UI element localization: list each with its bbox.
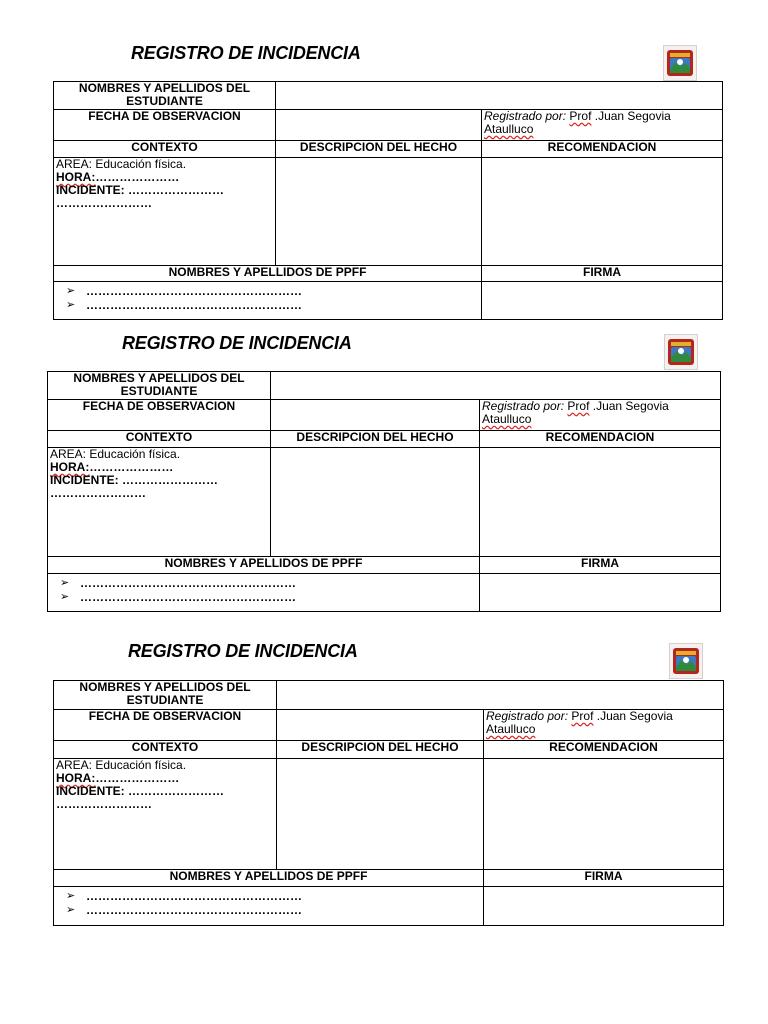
observation-date-label: FECHA DE OBSERVACION: [48, 400, 271, 431]
context-header: CONTEXTO: [54, 741, 277, 759]
student-name-field[interactable]: [271, 372, 721, 400]
description-field[interactable]: [271, 448, 480, 557]
student-name-field[interactable]: [276, 82, 723, 110]
signature-header: FIRMA: [484, 870, 724, 887]
observation-date-label: FECHA DE OBSERVACION: [54, 110, 276, 141]
recommendation-header: RECOMENDACION: [484, 741, 724, 759]
signature-field[interactable]: [480, 574, 721, 612]
ppff-line-2: ➢ ………………………………………………: [86, 298, 479, 312]
student-name-field[interactable]: [277, 681, 724, 710]
ppff-header: NOMBRES Y APELLIDOS DE PPFF: [54, 870, 484, 887]
school-crest-icon: [669, 643, 703, 679]
description-field[interactable]: [277, 759, 484, 870]
school-crest-icon: [663, 45, 697, 81]
recommendation-header: RECOMENDACION: [480, 431, 721, 448]
form-title: REGISTRO DE INCIDENCIA: [131, 43, 361, 63]
observation-date-field[interactable]: [276, 110, 482, 141]
registered-by: Registrado por: Prof .Juan Segovia Ataulluco: [482, 110, 723, 141]
registered-by: Registrado por: Prof .Juan Segovia Ataulluco: [480, 400, 721, 431]
ppff-line-2: ➢ ………………………………………………: [86, 903, 481, 917]
context-cell: AREA: Educación física. HORA:………………… INCIDENTE: …………………… ……………………: [48, 448, 271, 557]
recommendation-header: RECOMENDACION: [482, 141, 723, 158]
description-header: DESCRIPCION DEL HECHO: [276, 141, 482, 158]
ppff-names-field[interactable]: [48, 574, 480, 612]
ppff-line-1: ➢ ………………………………………………: [80, 576, 477, 590]
form-title: REGISTRO DE INCIDENCIA: [128, 641, 358, 661]
registered-by: Registrado por: Prof .Juan Segovia Ataulluco: [484, 710, 724, 741]
student-name-label: NOMBRES Y APELLIDOS DEL ESTUDIANTE: [48, 372, 271, 400]
signature-header: FIRMA: [480, 557, 721, 574]
signature-header: FIRMA: [482, 266, 723, 282]
student-name-label: NOMBRES Y APELLIDOS DEL ESTUDIANTE: [54, 681, 277, 710]
ppff-names-field[interactable]: [54, 887, 484, 926]
description-header: DESCRIPCION DEL HECHO: [277, 741, 484, 759]
observation-date-label: FECHA DE OBSERVACION: [54, 710, 277, 741]
incident-table: [53, 680, 724, 926]
context-cell: AREA: Educación física. HORA:………………… INCIDENTE: …………………… ……………………: [54, 759, 277, 870]
description-field[interactable]: [276, 158, 482, 266]
ppff-names-field[interactable]: [54, 282, 482, 320]
observation-date-field[interactable]: [271, 400, 480, 431]
ppff-line-1: ➢ ………………………………………………: [86, 889, 481, 903]
context-cell: AREA: Educación física. HORA:………………… INCIDENTE: …………………… ……………………: [54, 158, 276, 266]
incident-table: [47, 371, 721, 612]
ppff-line-2: ➢ ………………………………………………: [80, 590, 477, 604]
context-header: CONTEXTO: [54, 141, 276, 158]
ppff-header: NOMBRES Y APELLIDOS DE PPFF: [48, 557, 480, 574]
recommendation-field[interactable]: [484, 759, 724, 870]
student-name-label: NOMBRES Y APELLIDOS DEL ESTUDIANTE: [54, 82, 276, 110]
ppff-line-1: ➢ ………………………………………………: [86, 284, 479, 298]
recommendation-field[interactable]: [482, 158, 723, 266]
description-header: DESCRIPCION DEL HECHO: [271, 431, 480, 448]
incident-table: [53, 81, 723, 320]
school-crest-icon: [664, 334, 698, 370]
signature-field[interactable]: [482, 282, 723, 320]
recommendation-field[interactable]: [480, 448, 721, 557]
ppff-header: NOMBRES Y APELLIDOS DE PPFF: [54, 266, 482, 282]
context-header: CONTEXTO: [48, 431, 271, 448]
signature-field[interactable]: [484, 887, 724, 926]
observation-date-field[interactable]: [277, 710, 484, 741]
form-title: REGISTRO DE INCIDENCIA: [122, 333, 352, 353]
